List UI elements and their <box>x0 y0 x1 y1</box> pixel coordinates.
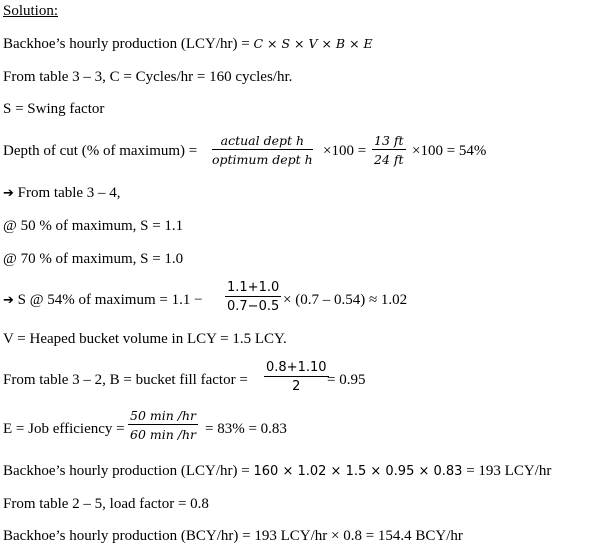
job-efficiency-numerator: 50 min /hr <box>130 408 196 423</box>
load-factor-line: From table 2 – 5, load factor = 0.8 <box>3 496 209 512</box>
swing-50-line: @ 50 % of maximum, S = 1.1 <box>3 218 184 234</box>
fill-factor-label: From table 3 – 2, B = bucket fill factor = <box>3 372 248 388</box>
lcy-production-result: = 193 LCY/hr <box>462 463 552 479</box>
bcy-production-line: Backhoe’s hourly production (BCY/hr) = 193 LCY/hr × 0.8 = 154.4 BCY/hr <box>3 528 463 544</box>
lcy-production-line <box>3 462 551 481</box>
job-efficiency-result: = 83% = 0.83 <box>205 421 287 437</box>
fill-factor-numerator: 0.8+1.10 <box>266 360 327 375</box>
depth-ratio-numerator: actual dept h <box>212 133 313 150</box>
depth-value-fraction <box>372 133 406 167</box>
production-formula: C × S × V × B × E <box>253 36 373 51</box>
job-efficiency-fraction <box>128 408 198 442</box>
solution-heading: Solution: <box>3 3 59 19</box>
production-formula-label: Backhoe’s hourly production (LCY/hr) = <box>3 36 254 52</box>
depth-multiplier-1: ×100 = <box>323 143 367 159</box>
job-efficiency-denominator: 60 min /hr <box>130 427 196 442</box>
lcy-production-label: Backhoe’s hourly production (LCY/hr) = <box>3 463 254 479</box>
depth-result: ×100 = 54% <box>412 143 487 159</box>
table-3-4-line <box>3 184 121 203</box>
lcy-production-formula: 160 × 1.02 × 1.5 × 0.95 × 0.83 <box>253 464 463 479</box>
arrow-icon: ➔ <box>3 186 14 201</box>
interpolation-label <box>3 291 203 310</box>
job-efficiency-label: E = Job efficiency = <box>3 421 125 437</box>
depth-ratio-denominator: optimum dept h <box>212 152 313 167</box>
depth-ratio-fraction <box>212 133 313 167</box>
swing-70-line: @ 70 % of maximum, S = 1.0 <box>3 251 184 267</box>
production-formula-line <box>3 35 373 53</box>
fill-factor-denominator: 2 <box>292 379 301 394</box>
interpolation-numerator: 1.1+1.0 <box>227 280 280 295</box>
cycles-line: From table 3 – 3, C = Cycles/hr = 160 cycles/hr. <box>3 69 293 85</box>
fill-factor-fraction <box>264 360 329 394</box>
arrow-icon: ➔ <box>3 293 14 308</box>
table-3-4-text: From table 3 – 4, <box>13 185 121 201</box>
bucket-volume-line: V = Heaped bucket volume in LCY = 1.5 LCY. <box>3 331 287 347</box>
interpolation-text: S @ 54% of maximum = 1.1 − <box>13 292 203 308</box>
interpolation-denominator: 0.7−0.5 <box>227 299 280 314</box>
interpolation-fraction <box>225 280 281 314</box>
swing-factor-line: S = Swing factor <box>3 101 105 117</box>
fill-factor-result: = 0.95 <box>327 372 366 388</box>
depth-value-denominator: 24 ft <box>374 152 404 167</box>
interpolation-result: × (0.7 – 0.54) ≈ 1.02 <box>283 292 408 308</box>
depth-value-numerator: 13 ft <box>374 133 404 148</box>
depth-of-cut-label: Depth of cut (% of maximum) = <box>3 143 198 159</box>
